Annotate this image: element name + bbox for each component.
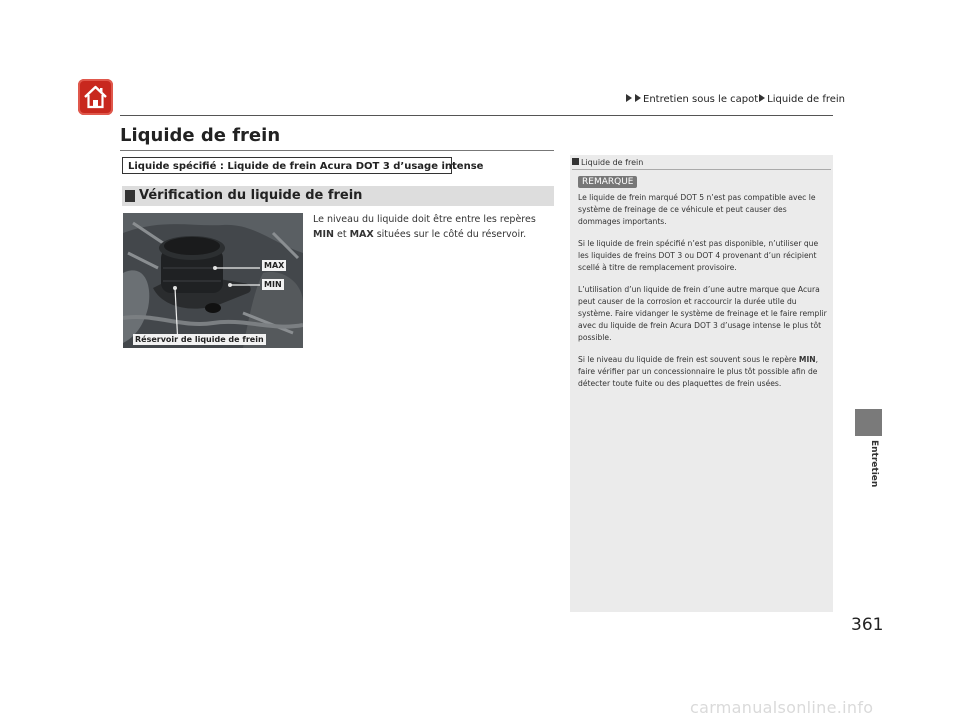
note-paragraph: Le liquide de frein marqué DOT 5 n’est pas compatible avec le système de freinage de ce véhicule et peut causer des dommages importants. xyxy=(578,193,816,226)
note-min-text: MIN xyxy=(798,355,816,364)
note-marker-icon xyxy=(572,158,579,165)
min-label: MIN xyxy=(264,280,282,289)
breadcrumb-link-maintenance[interactable]: Entretien sous le capot xyxy=(643,94,759,105)
body-text-part: situées sur le côté du réservoir. xyxy=(373,229,527,240)
home-button[interactable] xyxy=(78,79,113,115)
breadcrumb-arrow-icon xyxy=(635,94,641,102)
chapter-tab[interactable] xyxy=(855,409,882,436)
note-paragraph: Si le liquide de frein spécifié n’est pas disponible, n’utiliser que les liquides de freins DOT 3 ou DOT 4 provenant d’un récipient scellé à titre de remplacement provisoire. xyxy=(578,239,819,272)
body-text-part: et xyxy=(333,229,350,240)
breadcrumb-arrow-icon xyxy=(626,94,632,102)
home-icon xyxy=(82,83,109,111)
note-paragraph xyxy=(578,354,828,390)
remarque-badge: REMARQUE xyxy=(578,176,637,188)
note-text-part: , faire vérifier par un concessionnaire le plus tôt possible afin de détecter toute fuite ou des plaquettes de frein usées. xyxy=(578,355,819,388)
note-header-text: Liquide de frein xyxy=(581,158,644,167)
body-text-part: Le niveau du liquide doit être entre les repères xyxy=(313,214,536,225)
watermark: carmanualsonline.info xyxy=(690,698,874,717)
note-rule xyxy=(572,169,831,170)
body-text xyxy=(313,212,553,242)
reservoir-label: Réservoir de liquide de frein xyxy=(135,335,264,344)
note-text-part: Si le niveau du liquide de frein est souvent sous le repère xyxy=(578,355,799,364)
spec-box: Liquide spécifié : Liquide de frein Acura DOT 3 d’usage intense xyxy=(122,157,452,174)
page-title: Liquide de frein xyxy=(120,125,281,146)
chapter-tab-label: Entretien xyxy=(869,440,879,488)
reservoir-photo xyxy=(123,213,303,348)
breadcrumb-arrow-icon xyxy=(759,94,765,102)
page-number: 361 xyxy=(851,615,884,635)
max-label: MAX xyxy=(264,261,285,270)
breadcrumb xyxy=(625,94,845,105)
note-paragraph: L’utilisation d’un liquide de frein d’une autre marque que Acura peut causer de la corrosion et raccourcir la durée utile du système. Faire vidanger le système de freinage et le faire remplir avec du liquide de frein Acura DOT 3 d’usage intense le plus tôt possible. xyxy=(578,285,827,342)
header-rule xyxy=(120,115,833,116)
breadcrumb-current: Liquide de frein xyxy=(767,94,846,105)
note-text xyxy=(578,192,828,400)
title-rule xyxy=(120,150,554,151)
note-header xyxy=(572,158,643,167)
section-square-icon xyxy=(125,190,135,202)
max-mark-text: MAX xyxy=(349,229,374,240)
section-title: Vérification du liquide de frein xyxy=(139,188,363,203)
min-mark-text: MIN xyxy=(313,229,334,240)
